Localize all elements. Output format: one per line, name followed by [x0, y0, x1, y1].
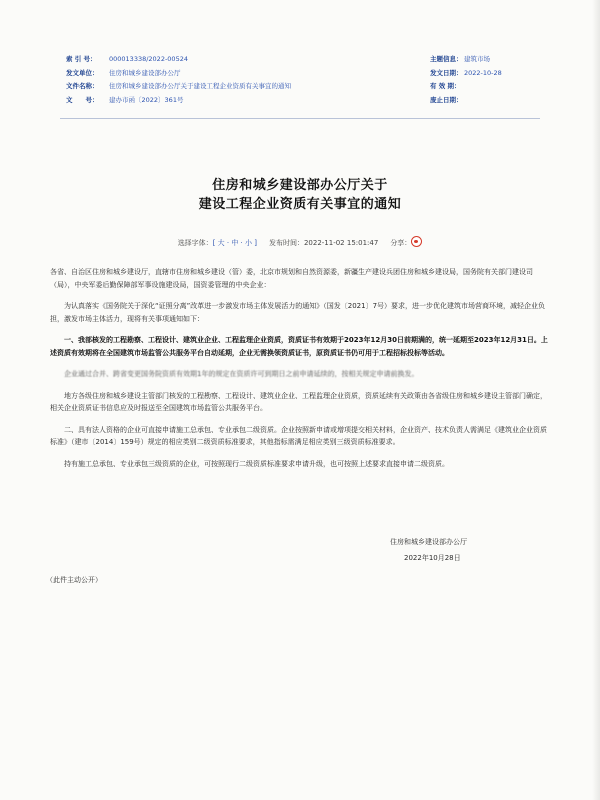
- publish-time-label: 发布时间：: [268, 239, 304, 247]
- font-size-selector[interactable]: [ 大 · 中 · 小 ]: [212, 239, 257, 247]
- signature-date: 2022年10月28日: [404, 554, 461, 562]
- item-2b-paragraph: 持有施工总承包、专业承包三级资质的企业，可按照现行二级资质标准要求申请升级，也可按照上述要求直接申请二级资质。: [64, 459, 449, 468]
- meta-topic-row: [430, 54, 502, 68]
- article-toolbar: [0, 236, 600, 248]
- signature-org: 住房和城乡建设部办公厅: [390, 538, 467, 546]
- meta-expiry-row: [430, 95, 502, 109]
- meta-key: 发文日期：: [430, 68, 463, 77]
- meta-value: 2022-10-28: [464, 68, 502, 77]
- meta-value: 000013338/2022-00524: [109, 55, 188, 63]
- intro-paragraph: 为认真落实《国务院关于深化“证照分离”改革进一步激发市场主体发展活力的通知》（国发〔2021〕7号）要求，进一步优化建筑市场营商环境，减轻企业负担，激发市场主体活力，现将有关事项通知如下：: [50, 302, 546, 323]
- public-note: （此件主动公开）: [46, 576, 102, 584]
- salutation: 各省、自治区住房和城乡建设厅，直辖市住房和城乡建设（管）委，北京市规划和自然资源委，新疆生产建设兵团住房和城乡建设局，国务院有关部门建设司（局），中央军委后勤保障部军事设施建设局，国资委管理的中央企业：: [50, 268, 533, 289]
- metadata-left: [66, 54, 291, 108]
- meta-value: 建筑市场: [464, 55, 490, 63]
- meta-date-row: [430, 68, 502, 82]
- meta-key: 有 效 期：: [430, 82, 461, 91]
- meta-issuer-row: [66, 68, 291, 82]
- item-1-paragraph: 一、我部核发的工程勘察、工程设计、建筑业企业、工程监理企业资质，资质证书有效期于2023年12月30日前期满的，统一延期至2023年12月31日。上述资质有效期将在全国建筑市场监管公共服务平台自动延期，企业无需换领资质证书，原资质证书仍可用于工程招标投标等活动。: [50, 336, 548, 357]
- meta-key: 文件名称：: [66, 82, 99, 91]
- item-1c-paragraph: 地方各级住房和城乡建设主管部门核发的工程勘察、工程设计、建筑业企业、工程监理企业资质，资质延续有关政策由各省级住房和城乡建设主管部门确定，相关企业资质证书信息应及时报送至全国建筑市场监管公共服务平台。: [50, 391, 547, 412]
- meta-key: 文 号：: [66, 95, 99, 104]
- weibo-share-icon[interactable]: [411, 236, 422, 247]
- meta-key: 废止日期：: [430, 95, 463, 104]
- meta-filename-row: [66, 81, 291, 95]
- document-title-line1: 住房和城乡建设部办公厅关于: [212, 178, 388, 193]
- meta-key: 索 引 号：: [66, 55, 97, 63]
- meta-key: 主题信息：: [430, 55, 463, 63]
- meta-value: 建办市函〔2022〕361号: [109, 95, 184, 104]
- font-size-label: 选择字体：: [177, 239, 213, 247]
- scan-edge: [592, 0, 600, 800]
- meta-docnumber-row: [66, 95, 291, 109]
- divider: [60, 118, 540, 119]
- document-body: [50, 266, 550, 479]
- metadata-right: [430, 54, 502, 108]
- meta-validity-row: [430, 81, 502, 95]
- meta-value: 住房和城乡建设部办公厅关于建设工程企业资质有关事宜的通知: [109, 82, 291, 91]
- item-2-paragraph: 二、具有法人资格的企业可直接申请施工总承包、专业承包二级资质。企业按照新申请或增项提交相关材料，企业资产、技术负责人需满足《建筑业企业资质标准》（建市〔2014〕159号）规定的相应类别二级资质标准要求，其他指标需满足相应类别三级资质标准要求。: [50, 425, 547, 446]
- share-label: 分享：: [390, 239, 412, 247]
- meta-value: 住房和城乡建设部办公厅: [109, 68, 181, 77]
- meta-key: 发文单位：: [66, 68, 99, 77]
- item-1b-paragraph: 企业通过合并、跨省变更国务院资质有效期1年的规定在资质许可到期日之前申请延续的，按相关规定申请前换发。: [64, 370, 419, 378]
- meta-index-row: [66, 54, 291, 68]
- document-title-line2: 建设工程企业资质有关事宜的通知: [198, 197, 402, 212]
- publish-time-value: 2022-11-02 15:01:47: [303, 239, 379, 247]
